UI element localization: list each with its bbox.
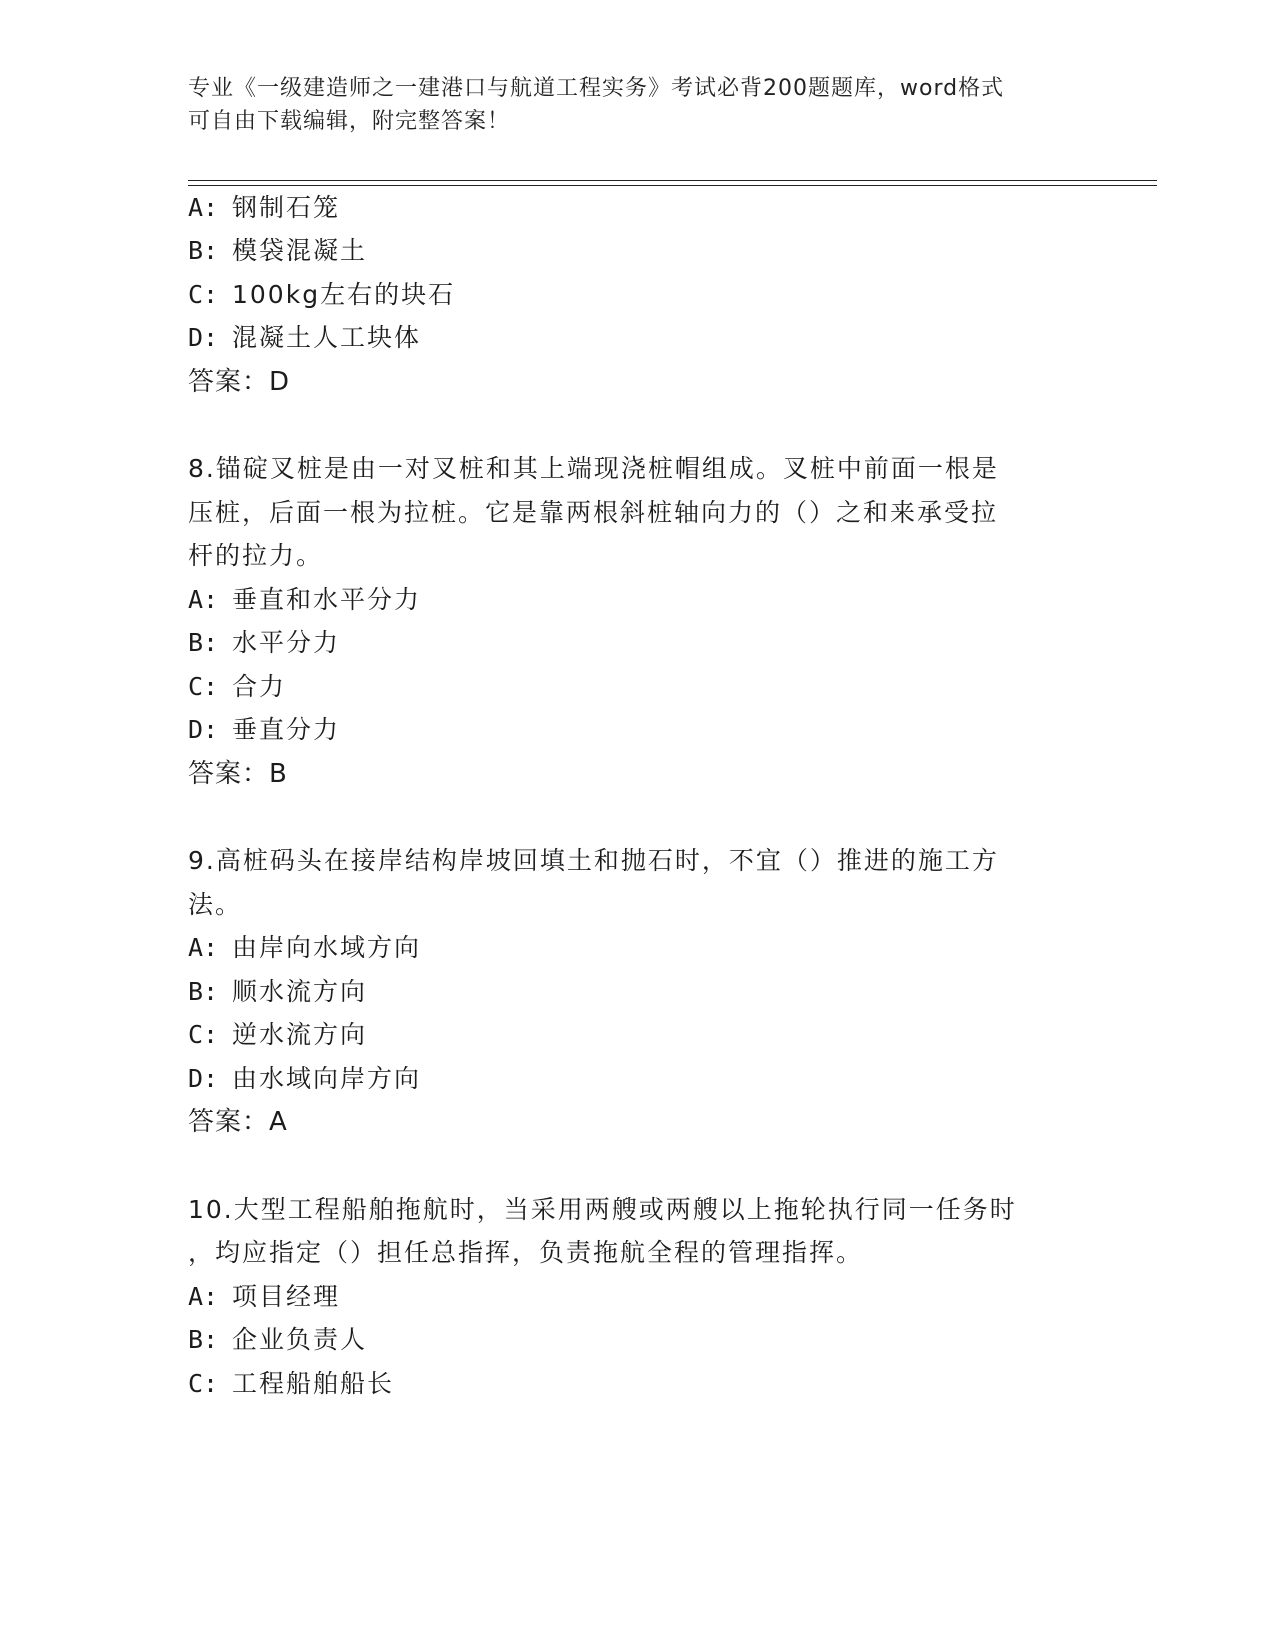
option-label: B: xyxy=(188,236,219,265)
q9-option-d xyxy=(188,1064,421,1094)
option-label: C: xyxy=(188,672,219,701)
header-line-1: 专业《一级建造师之一建港口与航道工程实务》考试必背200题题库，word格式 xyxy=(188,76,1005,101)
option-text: 混凝土人工块体 xyxy=(232,323,422,352)
q9-option-a xyxy=(188,933,421,963)
q7-option-c xyxy=(188,280,455,310)
q9-stem-line-1: 9.高桩码头在接岸结构岸坡回填土和抛石时，不宜（）推进的施工方 xyxy=(188,846,999,875)
option-text: 合力 xyxy=(232,672,287,701)
option-text: 模袋混凝土 xyxy=(232,236,368,265)
option-label: D: xyxy=(188,323,219,352)
option-text: 由岸向水域方向 xyxy=(232,933,422,962)
option-label: D: xyxy=(188,715,219,744)
option-text: 垂直分力 xyxy=(232,715,341,744)
q9-option-c xyxy=(188,1020,367,1050)
option-label: C: xyxy=(188,1020,219,1049)
header-divider-top xyxy=(188,180,1157,181)
q10-stem-line-1: 10.大型工程船舶拖航时，当采用两艘或两艘以上拖轮执行同一任务时 xyxy=(188,1195,1017,1224)
q7-option-b xyxy=(188,236,367,266)
q7-option-d xyxy=(188,323,421,353)
option-label: C: xyxy=(188,280,219,309)
q10-stem-line-2: ，均应指定（）担任总指挥，负责拖航全程的管理指挥。 xyxy=(188,1238,864,1267)
q10-option-b xyxy=(188,1325,367,1355)
q8-stem-line-1: 8.锚碇叉桩是由一对叉桩和其上端现浇桩帽组成。叉桩中前面一根是 xyxy=(188,454,999,483)
option-label: A: xyxy=(188,933,219,962)
option-text: 垂直和水平分力 xyxy=(232,585,422,614)
option-label: A: xyxy=(188,193,219,222)
option-label: D: xyxy=(188,1064,219,1093)
q8-stem-line-2: 压桩，后面一根为拉桩。它是靠两根斜桩轴向力的（）之和来承受拉 xyxy=(188,498,999,527)
q8-stem-line-3: 杆的拉力。 xyxy=(188,541,324,570)
option-text: 企业负责人 xyxy=(232,1325,368,1354)
option-text: 由水域向岸方向 xyxy=(232,1064,422,1093)
q8-option-b xyxy=(188,628,340,658)
option-label: C: xyxy=(188,1369,219,1398)
option-text: 顺水流方向 xyxy=(232,977,368,1006)
header-line-2: 可自由下载编辑，附完整答案！ xyxy=(188,109,511,134)
header-divider-bottom xyxy=(188,185,1157,186)
option-label: A: xyxy=(188,1282,219,1311)
option-text: 工程船舶船长 xyxy=(232,1369,395,1398)
q9-stem-line-2: 法。 xyxy=(188,890,243,919)
q8-answer: 答案：B xyxy=(188,759,288,789)
option-label: B: xyxy=(188,628,219,657)
q8-option-d xyxy=(188,715,340,745)
q9-answer: 答案：A xyxy=(188,1107,288,1137)
q10-option-a xyxy=(188,1282,340,1312)
q7-option-a xyxy=(188,193,340,223)
option-label: A: xyxy=(188,585,219,614)
q8-option-c xyxy=(188,672,286,702)
option-text: 水平分力 xyxy=(232,628,341,657)
option-text: 钢制石笼 xyxy=(232,193,341,222)
option-label: B: xyxy=(188,1325,219,1354)
option-text: 逆水流方向 xyxy=(232,1020,368,1049)
q7-answer: 答案：D xyxy=(188,367,291,397)
q10-option-c xyxy=(188,1369,394,1399)
option-text: 项目经理 xyxy=(232,1282,341,1311)
option-text: 100kg左右的块石 xyxy=(232,280,456,309)
q8-option-a xyxy=(188,585,421,615)
q9-option-b xyxy=(188,977,367,1007)
option-label: B: xyxy=(188,977,219,1006)
page-header xyxy=(188,72,1088,138)
